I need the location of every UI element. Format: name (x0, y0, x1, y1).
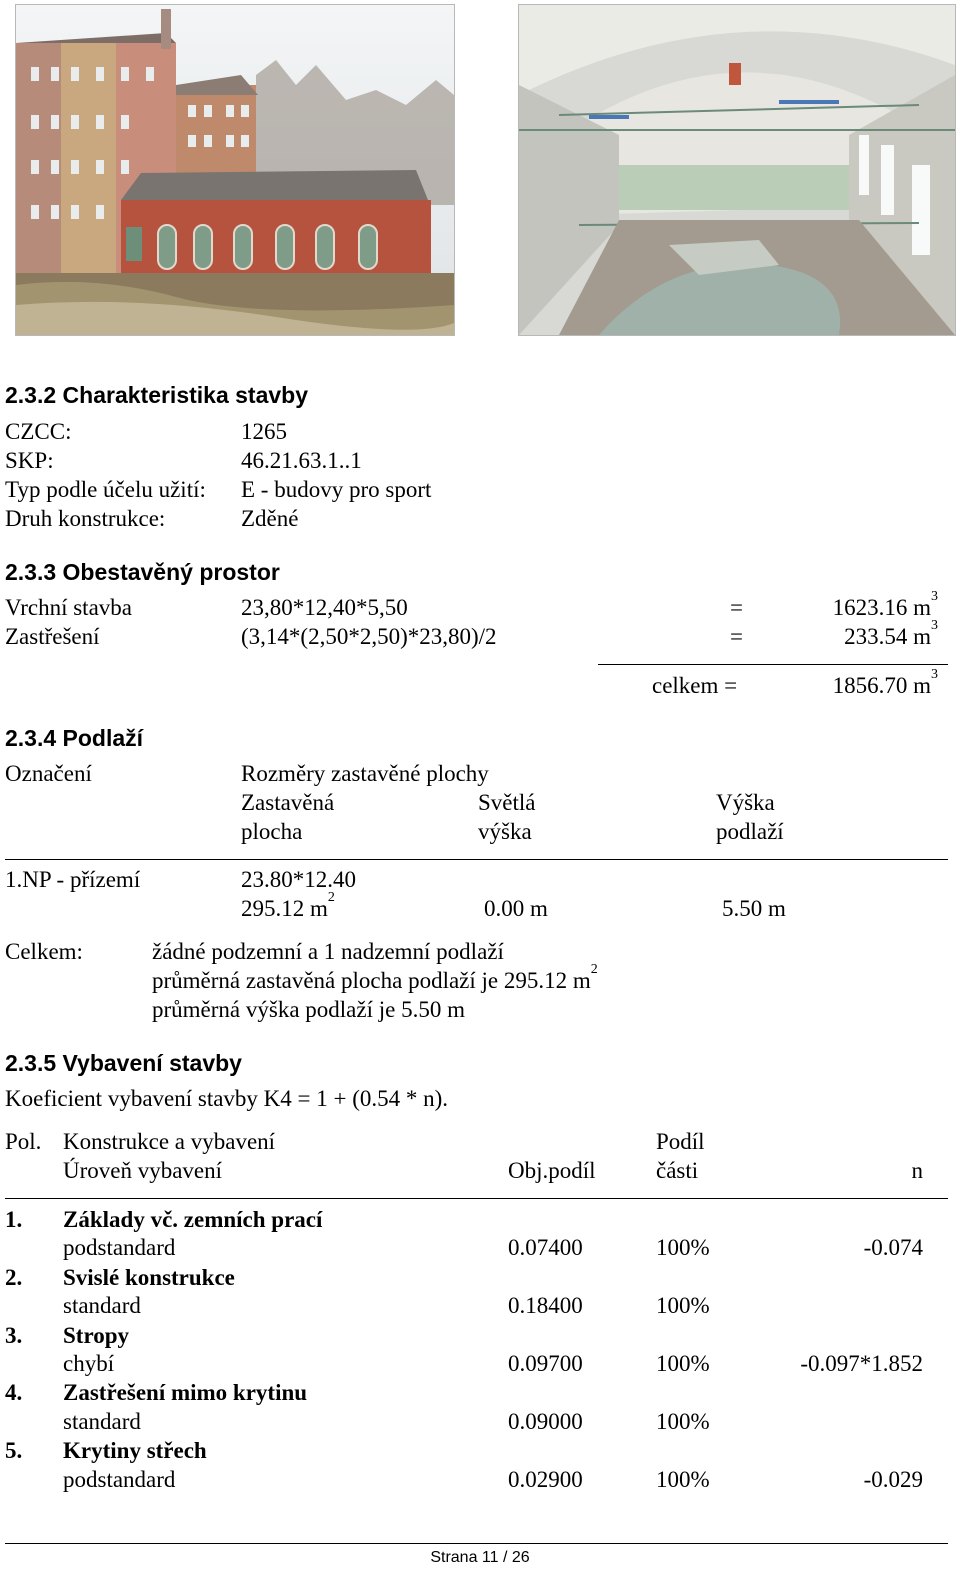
volume-row-label: Vrchní stavba (5, 595, 132, 620)
skp-label: SKP: (5, 448, 54, 473)
equipment-item-n: -0.097*1.852 (800, 1351, 923, 1376)
equipment-item-pol: 1. (5, 1207, 23, 1232)
equipment-head-share: Obj.podíl (508, 1158, 596, 1183)
equipment-item-pol: 5. (5, 1438, 23, 1463)
floors-col-clear2: výška (478, 819, 532, 844)
equipment-item-part: 100% (656, 1409, 710, 1434)
floor-row-height: 5.50 m (722, 896, 786, 921)
equipment-item-name: Stropy (63, 1323, 130, 1348)
footer-rule (5, 1543, 948, 1544)
floor-row-clear: 0.00 m (484, 896, 548, 921)
construction-type-value: Zděné (241, 506, 299, 531)
equipment-item-pol: 4. (5, 1380, 23, 1405)
equipment-item-level: standard (63, 1409, 141, 1434)
equipment-item-part: 100% (656, 1293, 710, 1318)
floors-summary-line: průměrná výška podlaží je 5.50 m (152, 997, 465, 1022)
section-title-characteristics: 2.3.2 Charakteristika stavby (5, 382, 309, 408)
volume-row-value: 233.54 $m^3$ (844, 618, 938, 649)
floors-col-dims: Rozměry zastavěné plochy (241, 761, 489, 786)
equipment-item-name: Zastřešení mimo krytinu (63, 1380, 308, 1405)
volume-row-eq: = (730, 595, 743, 620)
equipment-item-level: podstandard (63, 1467, 176, 1492)
equipment-coefficient: Koeficient vybavení stavby K4 = 1 + (0.54 * n). (5, 1086, 449, 1111)
equipment-item-level: standard (63, 1293, 141, 1318)
equipment-item-level: chybí (63, 1351, 115, 1376)
czcc-label: CZCC: (5, 419, 72, 444)
equipment-item-level: podstandard (63, 1235, 176, 1260)
page-number: Strana 11 / 26 (430, 1549, 530, 1566)
equipment-item-share: 0.09000 (508, 1409, 583, 1434)
czcc-value: 1265 (241, 419, 287, 444)
equipment-item-share: 0.02900 (508, 1467, 583, 1492)
volume-row-eq: = (730, 624, 743, 649)
equipment-head-pol: Pol. (5, 1129, 42, 1154)
equipment-item-part: 100% (656, 1467, 710, 1492)
equipment-head-n: n (911, 1158, 923, 1183)
usage-type-label: Typ podle účelu užití: (5, 477, 206, 502)
floors-summary-label: Celkem: (5, 939, 83, 964)
floor-row-dims: 23.80*12.40 (241, 867, 356, 892)
equipment-header-rule (5, 1198, 948, 1199)
floors-summary-line: žádné podzemní a 1 nadzemní podlaží (152, 939, 504, 964)
equipment-item-part: 100% (656, 1351, 710, 1376)
equipment-head-construction: Konstrukce a vybavení (63, 1129, 276, 1154)
equipment-item-share: 0.07400 (508, 1235, 583, 1260)
floors-col-built2: plocha (241, 819, 303, 844)
floors-col-height: Výška (716, 790, 775, 815)
section-title-volume: 2.3.3 Obestavěný prostor (5, 559, 280, 585)
interior-photo (518, 4, 956, 336)
equipment-head-part1: Podíl (656, 1129, 705, 1154)
volume-total-value: 1856.70 $m^3$ (832, 667, 938, 698)
floors-col-clear: Světlá (478, 790, 536, 815)
volume-row-formula: (3,14*(2,50*2,50)*23,80)/2 (241, 624, 497, 649)
floors-summary-line: průměrná zastavěná plocha podlaží je 295.12 $m^2$ (152, 962, 598, 993)
equipment-item-name: Svislé konstrukce (63, 1265, 235, 1290)
volume-row-formula: 23,80*12,40*5,50 (241, 595, 408, 620)
equipment-item-name: Základy vč. zemních prací (63, 1207, 323, 1232)
volume-total-label: celkem = (652, 673, 738, 698)
equipment-item-name: Krytiny střech (63, 1438, 207, 1463)
equipment-item-n: -0.029 (863, 1467, 923, 1492)
section-title-equipment: 2.3.5 Vybavení stavby (5, 1050, 242, 1076)
floor-row-label: 1.NP - přízemí (5, 867, 141, 892)
section-title-floors: 2.3.4 Podlaží (5, 725, 144, 751)
equipment-item-share: 0.09700 (508, 1351, 583, 1376)
equipment-head-part2: části (656, 1158, 699, 1183)
skp-value: 46.21.63.1..1 (241, 448, 362, 473)
equipment-head-level: Úroveň vybavení (63, 1158, 223, 1183)
usage-type-value: E - budovy pro sport (241, 477, 432, 502)
equipment-item-n: -0.074 (863, 1235, 923, 1260)
floor-row-area: 295.12 $m^2$ (241, 890, 335, 921)
floors-col-built: Zastavěná (241, 790, 335, 815)
construction-type-label: Druh konstrukce: (5, 506, 166, 531)
equipment-item-part: 100% (656, 1235, 710, 1260)
volume-total-rule (598, 664, 948, 665)
volume-row-label: Zastřešení (5, 624, 100, 649)
equipment-item-share: 0.18400 (508, 1293, 583, 1318)
floors-col-height2: podlaží (716, 819, 784, 844)
equipment-item-pol: 3. (5, 1323, 23, 1348)
floors-header-rule (5, 859, 948, 860)
volume-row-value: 1623.16 $m^3$ (832, 589, 938, 620)
floors-col-label: Označení (5, 761, 92, 786)
equipment-item-pol: 2. (5, 1265, 23, 1290)
exterior-photo (15, 4, 455, 336)
